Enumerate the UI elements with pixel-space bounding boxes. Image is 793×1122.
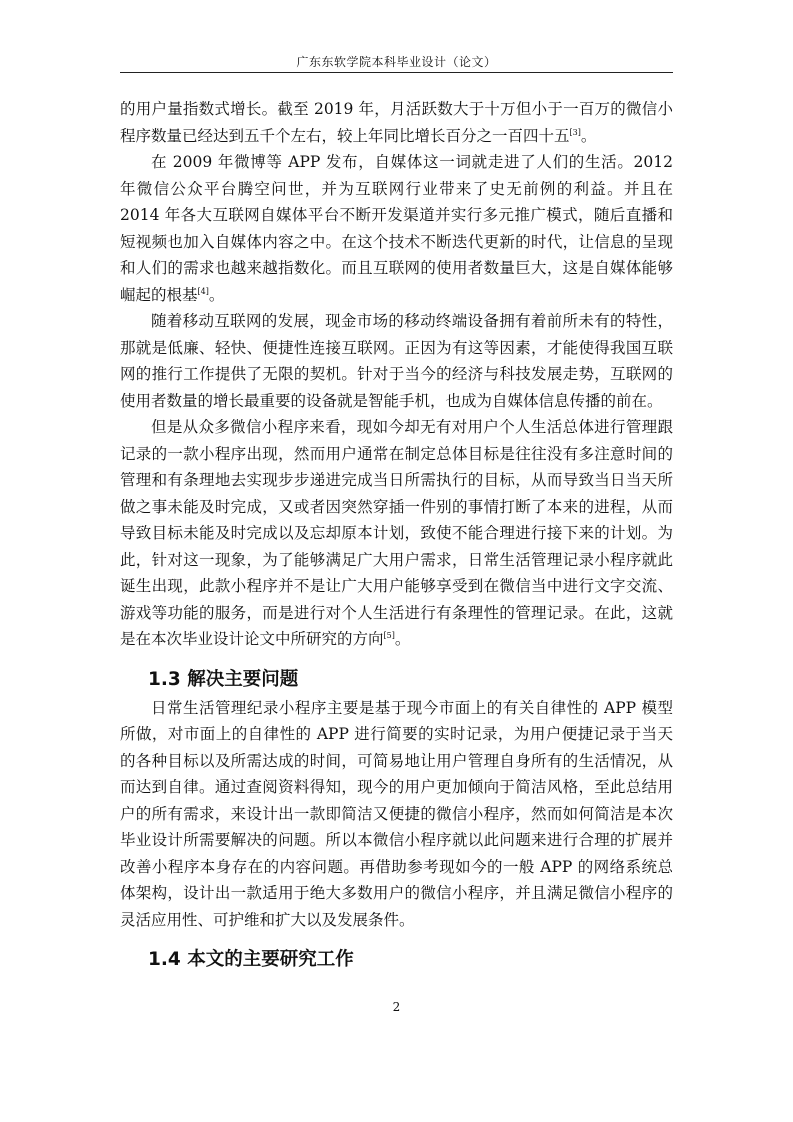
section-heading-1-4: 1.4 本文的主要研究工作 [148,949,354,970]
page-header: 广东东软学院本科毕业设计（论文） [296,55,497,69]
page-number: 2 [392,1000,401,1014]
paragraph: 随着移动互联网的发展，现金市场的移动终端设备拥有着前所未有的特性，那就是低廉、轻快、便捷性连接互联网。正因为有这等因素，才能使得我国互联网的推行工作提供了无限的契机。针对于当今的经济与科技发展走势，互联网的使用者数量的增长最重要的设备就是智能手机，也成为自媒体信息传播的前在。 [120,312,673,410]
paragraph: 日常生活管理纪录小程序主要是基于现今市面上的有关自律性的 APP 模型所做，对市面上的自律性的 APP 进行简要的实时记录，为用户便捷记录于当天的各种目标以及所需达成的时间，可简易地让用户管理自身所有的生活情况，从而达到自律。通过查阅资料得知，现今的用户更加倾向于简洁风格，至此总结用户的所有需求，来设计出一款即简洁又便捷的微信小程序，然而如何简洁是本次毕业设计所需要解决的问题。所以本微信小程序就以此问题来进行合理的扩展并改善小程序本身存在的内容问题。再借助参考现如今的一般 APP 的网络系统总体架构，设计出一款适用于绝大多数用户的微信小程序，并且满足微信小程序的灵活应用性、可护维和扩大以及发展条件。 [120,698,673,929]
paragraph: 的用户量指数式增长。截至 2019 年，月活跃数大于十万但小于一百万的微信小程序数量已经达到五千个左右，较上年同比增长百分之一百四十五[3]。 [120,100,673,145]
citation: [5] [383,630,395,640]
body-text [120,96,673,973]
citation: [3] [569,127,581,137]
paragraph: 但是从众多微信小程序来看，现如今却无有对用户个人生活总体进行管理跟记录的一款小程序出现，然而用户通常在制定总体目标是往往没有多注意时间的管理和有条理地去实现步步递进完成当日所需执行的目标，从而导致当日当天所做之事未能及时完成，又或者因突然穿插一件别的事情打断了本来的进程，从而导致目标未能及时完成以及忘却原本计划，致使不能合理进行接下来的计划。为此，针对这一现象，为了能够满足广大用户需求，日常生活管理记录小程序就此诞生出现，此款小程序并不是让广大用户能够享受到在微信当中进行文字交流、游戏等功能的服务，而是进行对个人生活进行有条理性的管理记录。在此，这就是在本次毕业设计论文中所研究的方向[5]。 [120,418,673,648]
paragraph: 在 2009 年微博等 APP 发布，自媒体这一词就走进了人们的生活。2012 年微信公众平台腾空问世，并为互联网行业带来了史无前例的利益。并且在 2014 年各大互联网自媒体平台不断开发渠道并实行多元推广模式，随后直播和短视频也加入自媒体内容之中。在这个技术不断迭代更新的时代，让信息的呈现和人们的需求也越来越指数化。而且互联网的使用者数量巨大，这是自媒体能够崛起的根基[4]。 [120,153,673,304]
citation: [4] [197,286,209,296]
header-rule [120,72,673,73]
section-heading-1-3: 1.3 解决主要问题 [148,668,299,690]
